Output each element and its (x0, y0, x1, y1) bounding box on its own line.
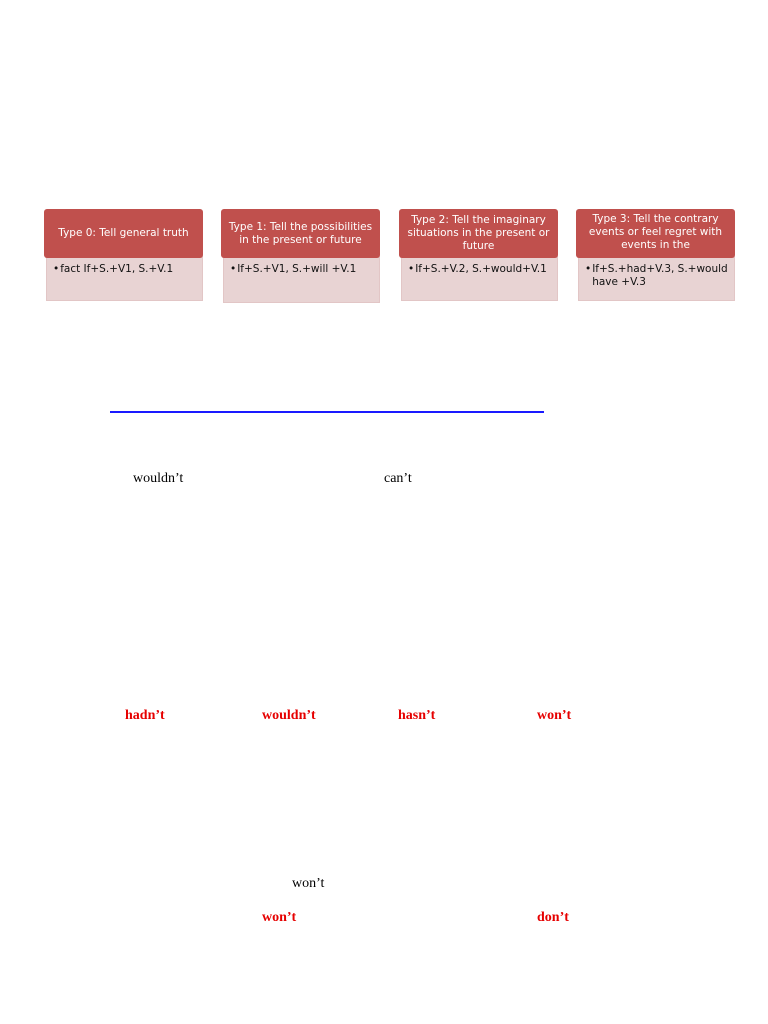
card-body (46, 256, 203, 301)
card-body (223, 256, 380, 303)
card-formula: If+S.+V.2, S.+would+V.1 (415, 263, 547, 275)
card-title (399, 209, 558, 258)
card-body (401, 256, 558, 301)
word-wont: won’t (292, 876, 325, 891)
bullet-icon: • (53, 263, 60, 275)
card-formula: fact If+S.+V1, S.+V.1 (60, 263, 174, 275)
card-title-text: Type 3: Tell the contrary events or feel regret with events in the (588, 213, 723, 251)
card-title-text: Type 2: Tell the imaginary situations in the present or future (407, 214, 550, 252)
bullet-row (230, 263, 373, 276)
card-title-text: Type 0: Tell general truth (58, 227, 189, 239)
answer-wouldnt: wouldn’t (262, 708, 316, 723)
answer-hadnt: hadn’t (125, 708, 165, 723)
bullet-row (408, 263, 551, 276)
card-title-text: Type 1: Tell the possibilities in the present or future (228, 220, 373, 246)
bullet-icon: • (408, 263, 415, 275)
card-formula: If+S.+V1, S.+will +V.1 (237, 263, 357, 275)
card-title (44, 209, 203, 258)
bullet-row (585, 263, 728, 288)
bullet-row (53, 263, 196, 276)
card-body (578, 256, 735, 301)
card-formula: If+S.+had+V.3, S.+would have +V.3 (592, 263, 728, 288)
bullet-icon: • (585, 263, 592, 275)
word-cant: can’t (384, 471, 412, 486)
bullet-icon: • (230, 263, 237, 275)
answer-wont-2: won’t (262, 910, 297, 925)
hyperlink-underline[interactable] (110, 411, 544, 413)
card-title (221, 209, 380, 258)
answer-wont: won’t (537, 708, 572, 723)
card-title (576, 209, 735, 258)
word-wouldnt: wouldn’t (133, 471, 184, 486)
answer-hasnt: hasn’t (398, 708, 436, 723)
answer-dont: don’t (537, 910, 569, 925)
